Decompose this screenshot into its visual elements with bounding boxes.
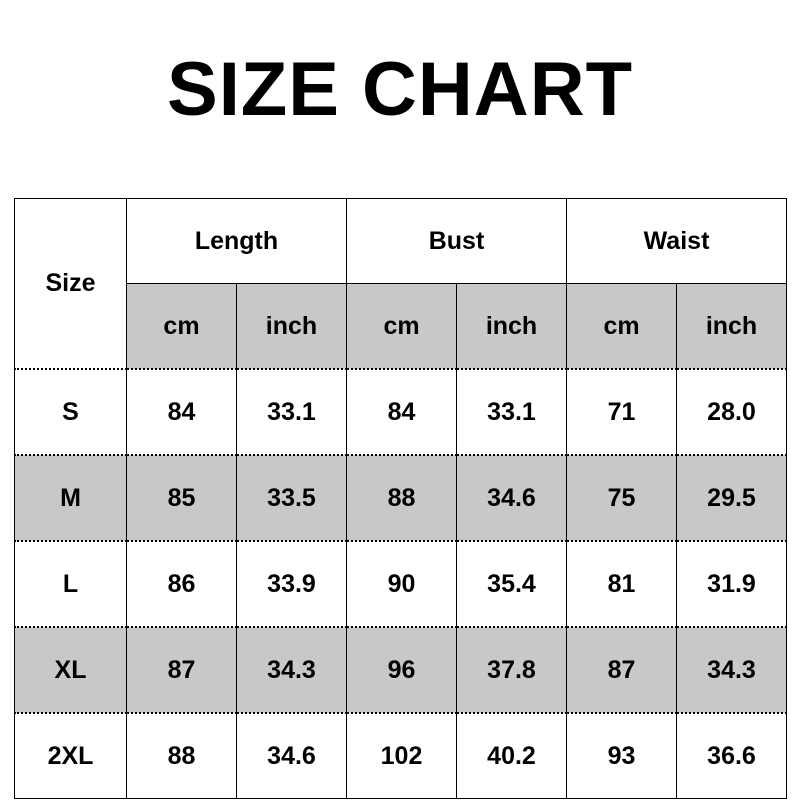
cell-length-cm: 87	[127, 627, 237, 713]
size-chart-table-wrapper	[14, 198, 786, 799]
cell-waist-inch: 28.0	[677, 369, 787, 455]
header-group-waist: Waist	[567, 199, 787, 284]
table-header-group-row	[15, 199, 787, 284]
header-group-length: Length	[127, 199, 347, 284]
cell-waist-cm: 71	[567, 369, 677, 455]
cell-size: S	[15, 369, 127, 455]
cell-length-cm: 88	[127, 713, 237, 799]
table-body	[15, 369, 787, 799]
cell-bust-inch: 35.4	[457, 541, 567, 627]
size-chart-table	[14, 198, 787, 799]
cell-bust-inch: 33.1	[457, 369, 567, 455]
cell-length-cm: 84	[127, 369, 237, 455]
header-unit-waist-inch: inch	[677, 284, 787, 370]
cell-bust-cm: 90	[347, 541, 457, 627]
cell-bust-inch: 37.8	[457, 627, 567, 713]
cell-waist-cm: 81	[567, 541, 677, 627]
cell-length-inch: 34.6	[237, 713, 347, 799]
cell-size: 2XL	[15, 713, 127, 799]
cell-waist-inch: 29.5	[677, 455, 787, 541]
cell-waist-cm: 87	[567, 627, 677, 713]
cell-bust-inch: 34.6	[457, 455, 567, 541]
header-unit-length-cm: cm	[127, 284, 237, 370]
cell-bust-cm: 84	[347, 369, 457, 455]
table-header	[15, 199, 787, 370]
table-header-unit-row	[15, 284, 787, 370]
cell-bust-cm: 88	[347, 455, 457, 541]
cell-bust-cm: 102	[347, 713, 457, 799]
header-size: Size	[15, 199, 127, 370]
cell-length-inch: 33.9	[237, 541, 347, 627]
cell-size: XL	[15, 627, 127, 713]
table-row	[15, 713, 787, 799]
table-row	[15, 369, 787, 455]
cell-waist-inch: 31.9	[677, 541, 787, 627]
cell-bust-inch: 40.2	[457, 713, 567, 799]
table-row	[15, 455, 787, 541]
cell-length-inch: 34.3	[237, 627, 347, 713]
header-unit-waist-cm: cm	[567, 284, 677, 370]
cell-length-inch: 33.5	[237, 455, 347, 541]
cell-waist-cm: 93	[567, 713, 677, 799]
cell-bust-cm: 96	[347, 627, 457, 713]
header-group-bust: Bust	[347, 199, 567, 284]
header-unit-bust-inch: inch	[457, 284, 567, 370]
table-row	[15, 627, 787, 713]
cell-length-cm: 85	[127, 455, 237, 541]
header-unit-bust-cm: cm	[347, 284, 457, 370]
table-row	[15, 541, 787, 627]
cell-waist-cm: 75	[567, 455, 677, 541]
cell-waist-inch: 34.3	[677, 627, 787, 713]
cell-size: M	[15, 455, 127, 541]
header-unit-length-inch: inch	[237, 284, 347, 370]
cell-waist-inch: 36.6	[677, 713, 787, 799]
page-title: SIZE CHART	[167, 47, 633, 132]
cell-length-cm: 86	[127, 541, 237, 627]
cell-size: L	[15, 541, 127, 627]
cell-length-inch: 33.1	[237, 369, 347, 455]
